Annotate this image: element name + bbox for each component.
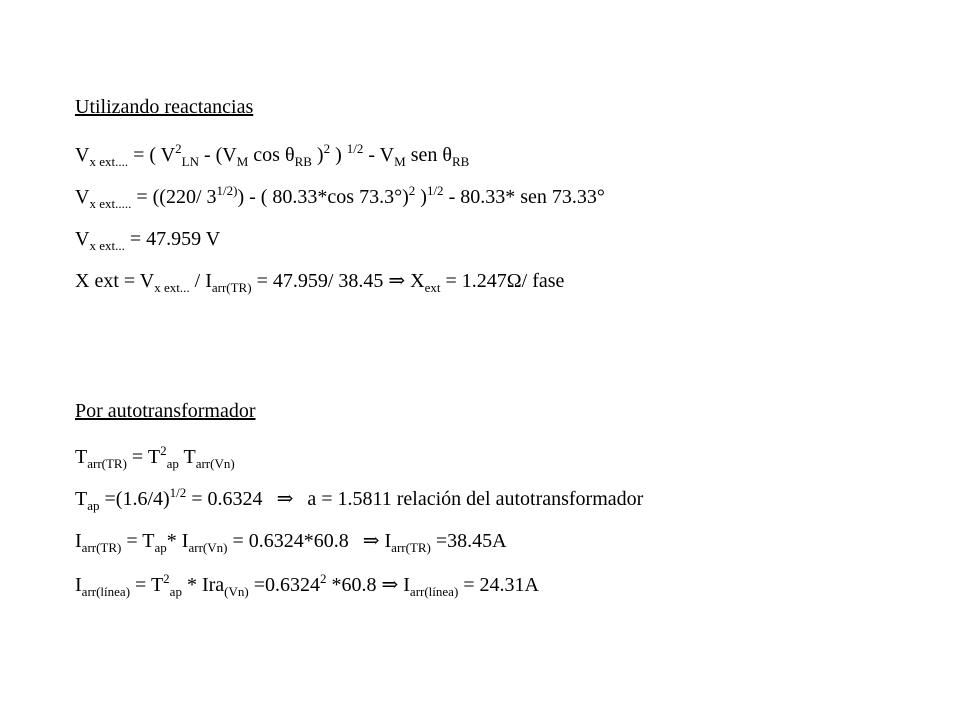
eq-sub: RB bbox=[294, 154, 312, 169]
eq-sup: 1/2 bbox=[346, 141, 364, 156]
eq-sup: 2 bbox=[160, 443, 167, 458]
eq-text: / fase bbox=[521, 270, 565, 292]
eq-text: cos bbox=[248, 144, 285, 166]
eq-text: = 1.247 bbox=[440, 270, 507, 292]
eq-text: X bbox=[405, 270, 425, 292]
eq-text: ) bbox=[330, 144, 347, 166]
heading-por-autotransformador bbox=[75, 399, 256, 423]
eq-text: * I bbox=[166, 530, 189, 552]
eq-sub: LN bbox=[181, 154, 199, 169]
eq-text: I bbox=[379, 530, 392, 552]
eq-text: I bbox=[75, 574, 82, 596]
eq-text: ) - ( 80.33*cos 73.3°) bbox=[237, 186, 409, 208]
eq-sub: x ext... bbox=[89, 238, 125, 253]
eq-sub: ap bbox=[166, 456, 179, 471]
omega-symbol: Ω bbox=[506, 270, 522, 292]
eq-sup: 1/2) bbox=[216, 183, 238, 198]
eq-text: = T bbox=[121, 530, 155, 552]
eq-sub: x ext.... bbox=[89, 154, 129, 169]
eq-text: = 0.6324 bbox=[186, 488, 263, 510]
eq-text: = T bbox=[126, 446, 161, 468]
equation-i-arr-linea bbox=[75, 573, 539, 597]
implies-arrow-icon: ⇒ bbox=[388, 270, 406, 292]
eq-text: = ( V bbox=[128, 144, 176, 166]
eq-text: =38.45A bbox=[430, 530, 507, 552]
equation-x-ext bbox=[75, 269, 564, 293]
eq-text: - (V bbox=[198, 144, 237, 166]
eq-sup: 2 bbox=[323, 141, 331, 156]
eq-text: = 47.959 V bbox=[124, 228, 221, 250]
equation-t-ap bbox=[75, 487, 643, 511]
implies-arrow-icon: ⇒ bbox=[276, 488, 294, 510]
eq-text: sen bbox=[405, 144, 443, 166]
eq-text: V bbox=[75, 186, 90, 208]
eq-text: I bbox=[75, 530, 82, 552]
eq-sub: RB bbox=[451, 154, 470, 169]
eq-sub: ap bbox=[169, 584, 182, 599]
heading-utilizando-reactancias bbox=[75, 95, 253, 119]
eq-text: X ext = V bbox=[75, 270, 155, 292]
eq-sub: arr(Vn) bbox=[188, 540, 228, 555]
eq-sub: (Vn) bbox=[224, 584, 249, 599]
eq-sub: ext bbox=[424, 280, 441, 295]
eq-sup: 2 bbox=[408, 183, 416, 198]
eq-text: =0.6324 bbox=[248, 574, 320, 596]
eq-text: = ((220/ 3 bbox=[131, 186, 217, 208]
eq-text: V bbox=[75, 144, 90, 166]
eq-sub: arr(línea) bbox=[409, 584, 459, 599]
eq-sup: 1/2 bbox=[169, 485, 187, 500]
eq-text: T bbox=[75, 488, 88, 510]
eq-text: - 80.33* sen 73.33° bbox=[443, 186, 605, 208]
eq-text: = 0.6324*60.8 bbox=[227, 530, 349, 552]
eq-sub: x ext... bbox=[154, 280, 190, 295]
eq-sub: M bbox=[236, 154, 249, 169]
heading-text: Utilizando reactancias bbox=[75, 96, 254, 118]
eq-sup: 2 bbox=[319, 571, 327, 586]
eq-text: T bbox=[75, 446, 88, 468]
eq-sup: 2 bbox=[163, 571, 170, 586]
eq-text: = T bbox=[130, 574, 164, 596]
eq-sub: M bbox=[394, 154, 406, 169]
eq-text: = 24.31A bbox=[458, 574, 540, 596]
eq-sup: 1/2 bbox=[426, 183, 444, 198]
theta-symbol: θ bbox=[284, 144, 295, 166]
theta-symbol: θ bbox=[442, 144, 452, 166]
eq-sub: arr(línea) bbox=[81, 584, 131, 599]
eq-text: a = 1.5811 relación del autotransformador bbox=[307, 488, 644, 510]
eq-sub: arr(TR) bbox=[81, 540, 122, 555]
equation-vx-ext-result bbox=[75, 227, 220, 251]
eq-text: *60.8 bbox=[326, 574, 382, 596]
eq-text: = 47.959/ 38.45 bbox=[251, 270, 389, 292]
equation-vx-ext-substitution bbox=[75, 185, 605, 209]
eq-text: I bbox=[398, 574, 410, 596]
eq-sub: x ext..... bbox=[89, 196, 132, 211]
implies-arrow-icon: ⇒ bbox=[381, 574, 399, 596]
eq-sub: arr(Vn) bbox=[195, 456, 235, 471]
eq-sub: arr(TR) bbox=[211, 280, 252, 295]
equation-vx-ext-formula bbox=[75, 143, 469, 167]
eq-sub: ap bbox=[154, 540, 167, 555]
equation-i-arr-tr bbox=[75, 529, 507, 553]
eq-text: T bbox=[178, 446, 196, 468]
implies-arrow-icon: ⇒ bbox=[362, 530, 380, 552]
eq-text: * Ira bbox=[181, 574, 225, 596]
eq-text: ) bbox=[415, 186, 427, 208]
eq-sub: arr(TR) bbox=[391, 540, 431, 555]
equation-t-arr-tr bbox=[75, 445, 235, 469]
heading-text: Por autotransformador bbox=[75, 400, 256, 422]
eq-sub: arr(TR) bbox=[87, 456, 127, 471]
eq-text: / I bbox=[189, 270, 212, 292]
eq-sup: 2 bbox=[175, 141, 182, 156]
eq-text: - V bbox=[363, 144, 395, 166]
eq-text: V bbox=[75, 228, 90, 250]
eq-text: ) bbox=[311, 144, 324, 166]
eq-sub: ap bbox=[87, 498, 100, 513]
eq-text: =(1.6/4) bbox=[99, 488, 170, 510]
